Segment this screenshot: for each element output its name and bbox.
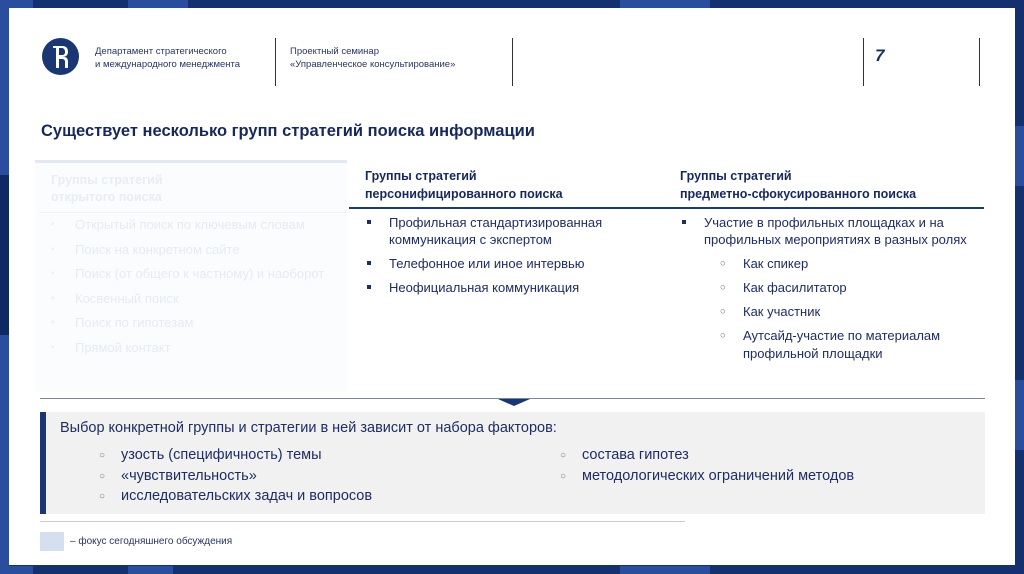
department-line: и международного менеджмента xyxy=(95,59,241,70)
list-item: ▪ Открытый поиск по ключевым словам xyxy=(51,217,324,233)
sub-list-item: ○ Аутсайд-участие по материалам профильной площадки xyxy=(680,327,984,362)
sub-list-item: ○ Как участник xyxy=(680,303,984,321)
divider xyxy=(275,38,276,86)
summary-item: ○ узость (специфичность) темы xyxy=(95,445,372,466)
faded-column-open-search xyxy=(35,160,347,392)
list-item: Профильная стандартизированная коммуникация с экспертом xyxy=(365,214,669,249)
column-rule xyxy=(349,207,669,209)
slide-title: Существует несколько групп стратегий поиска информации xyxy=(41,122,535,140)
seminar-line: «Управленческое консультирование» xyxy=(290,59,456,70)
column-header xyxy=(51,172,163,206)
column-list xyxy=(349,214,669,297)
seminar-name xyxy=(290,45,455,71)
legend-swatch xyxy=(40,532,64,551)
column-header-line: открытого поиска xyxy=(51,190,162,204)
column-header-line: Группы стратегий xyxy=(680,169,792,183)
slide xyxy=(9,8,1015,565)
summary-item: ○ исследовательских задач и вопросов xyxy=(95,486,372,507)
list-item: Участие в профильных площадках и на профильных мероприятиях в разных ролях xyxy=(680,214,984,249)
department-line: Департамент стратегического xyxy=(95,46,227,57)
divider xyxy=(512,38,513,86)
column-header-line: Группы стратегий xyxy=(51,173,163,187)
divider xyxy=(979,38,980,86)
summary-item: ○ методологических ограничений методов xyxy=(556,466,854,487)
seminar-line: Проектный семинар xyxy=(290,46,379,57)
frame-band xyxy=(620,566,710,574)
list-item: ▪ Прямой контакт xyxy=(51,340,324,356)
down-arrow-icon xyxy=(498,399,530,406)
logo-glyph-icon xyxy=(50,44,72,70)
column-personified-search xyxy=(349,168,669,303)
column-subject-focused-search xyxy=(664,168,984,369)
column-header xyxy=(349,168,669,203)
summary-item: ○ «чувствительность» xyxy=(95,466,372,487)
legend-text: – фокус сегодняшнего обсуждения xyxy=(70,536,233,547)
hse-logo-icon xyxy=(42,38,79,75)
summary-list-left xyxy=(95,445,372,507)
column-list xyxy=(664,214,984,363)
sub-list-item: ○ Как фасилитатор xyxy=(680,279,984,297)
summary-lead: Выбор конкретной группы и стратегии в ней зависит от набора факторов: xyxy=(60,420,557,436)
column-header-line: предметно-сфокусированного поиска xyxy=(680,186,917,201)
list-item: Неофициальная коммуникация xyxy=(365,279,669,297)
list-item: ▪ Поиск на конкретном сайте xyxy=(51,242,324,258)
frame-band xyxy=(128,566,173,574)
frame-band xyxy=(128,0,188,8)
summary-item: ○ состава гипотез xyxy=(556,445,854,466)
divider xyxy=(863,38,864,86)
list-item: Телефонное или иное интервью xyxy=(365,255,669,273)
list-item: ▪ Поиск по гипотезам xyxy=(51,315,324,331)
column-rule xyxy=(664,207,984,209)
column-header-line: Группы стратегий xyxy=(365,169,477,183)
summary-box xyxy=(40,412,985,514)
column-header-line: персонифицированного поиска xyxy=(365,186,563,201)
frame-band xyxy=(0,0,9,175)
summary-list-right xyxy=(556,445,854,486)
frame-band xyxy=(620,0,710,8)
column-header xyxy=(664,168,984,203)
list-item xyxy=(51,266,324,282)
column-rule xyxy=(39,212,347,213)
frame-band xyxy=(0,175,9,335)
department-name xyxy=(95,45,240,71)
list-item-text: Поиск (от общего к частному) и наоборот xyxy=(75,266,325,281)
frame-band xyxy=(1015,126,1024,186)
frame-band xyxy=(0,335,9,574)
sub-list-item: ○ Как спикер xyxy=(680,255,984,273)
column-list xyxy=(51,217,324,364)
page-number: 7 xyxy=(875,46,885,65)
separator xyxy=(40,521,685,522)
frame-band xyxy=(1015,380,1024,450)
list-item: ▪ Косвенный поиск xyxy=(51,291,324,307)
